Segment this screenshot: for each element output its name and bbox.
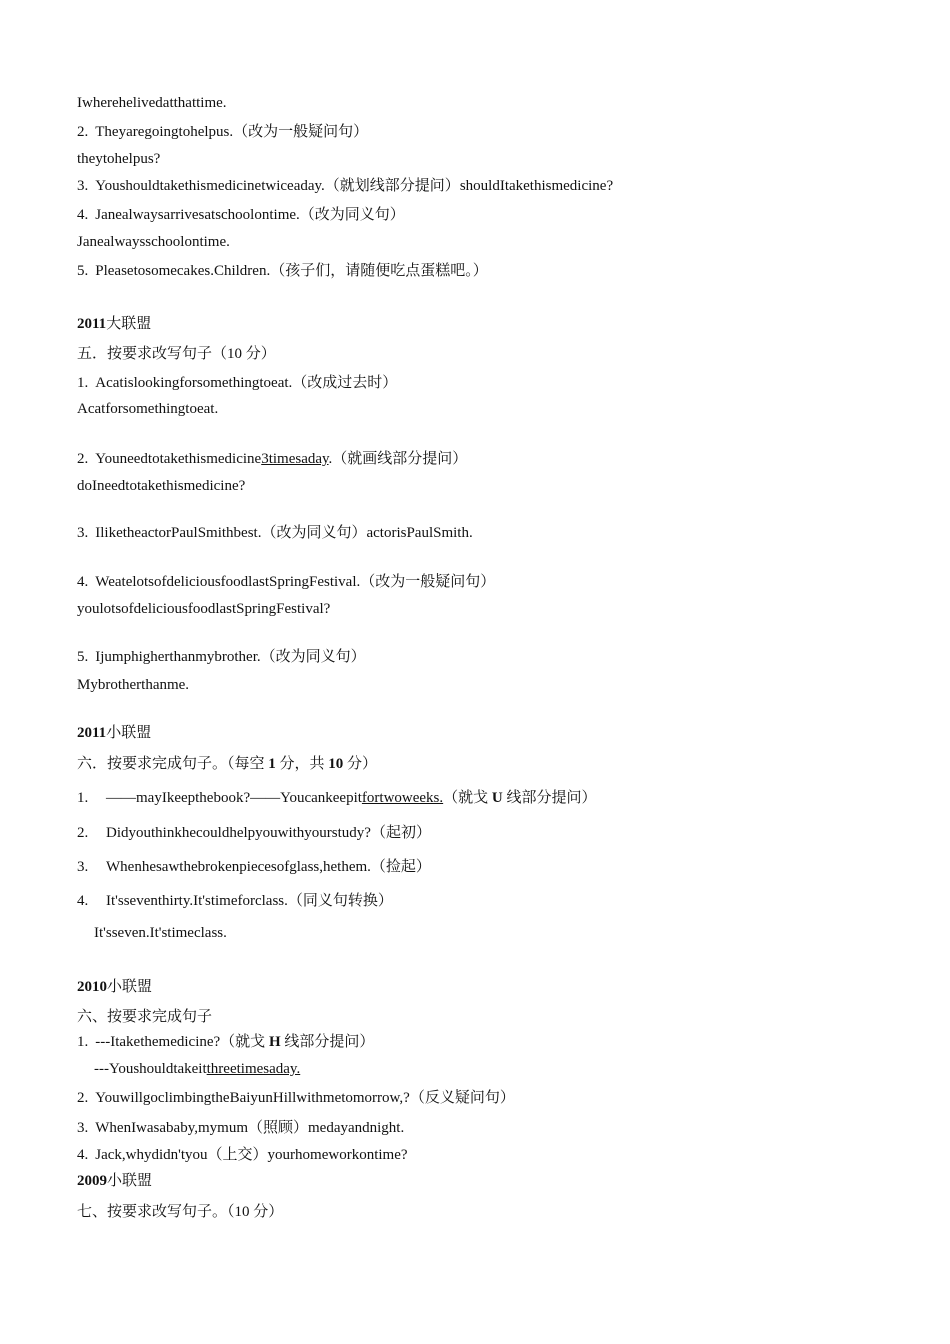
section-title xyxy=(77,1172,152,1190)
instruction-note: （反义疑问句） xyxy=(409,1090,515,1106)
instruction-note: （改为同义句） xyxy=(260,649,366,665)
question-number: 3. xyxy=(77,525,89,541)
question-number: 4. xyxy=(77,574,89,590)
question-1 xyxy=(77,789,597,807)
question-text: WeatelotsofdeliciousfoodlastSpringFestival. xyxy=(95,574,361,590)
section-league: 大联盟 xyxy=(106,316,152,332)
question-number: 3. xyxy=(77,859,89,875)
section-title xyxy=(77,724,151,742)
question-4 xyxy=(77,573,495,591)
underlined-phrase: fortwoweeks. xyxy=(361,790,444,806)
question-3 xyxy=(77,858,431,876)
question-number: 4. xyxy=(77,893,89,909)
question-number: 1. xyxy=(77,1034,89,1050)
underlined-phrase: 3timesaday xyxy=(261,451,329,467)
question-4 xyxy=(77,892,393,910)
section-league: 小联盟 xyxy=(106,725,152,741)
answer-line: Janealwaysschoolontime. xyxy=(77,234,230,250)
question-number: 2. xyxy=(77,451,89,467)
section-year: 2010 xyxy=(77,979,107,995)
section-heading: 六、按要求完成句子 xyxy=(77,1009,213,1025)
instruction-note: （就戈 U 线部分提问） xyxy=(443,790,597,806)
instruction-note: （上交） xyxy=(207,1147,268,1163)
instruction-note: （同义句转换） xyxy=(287,893,393,909)
section-title xyxy=(77,315,151,333)
question-3: 3. WhenIwasababy,mymum（照顾）medayandnight. xyxy=(77,1120,405,1136)
instruction-note: （起初） xyxy=(370,825,431,841)
question-text: It'sseventhirty.It'stimeforclass. xyxy=(106,893,288,909)
instruction-note: （孩子们，请随便吃点蛋糕吧。） xyxy=(270,263,488,279)
question-text: Pleasetosomecakes.Children. xyxy=(95,263,271,279)
answer-line: It'sseven.It'stimeclass. xyxy=(94,925,227,941)
question-4 xyxy=(77,206,405,224)
question-number: 4. xyxy=(77,1147,89,1163)
section-year: 2011 xyxy=(77,725,107,741)
answer-line: Acatforsomethingtoeat. xyxy=(77,401,219,417)
question-number: 1. xyxy=(77,375,89,391)
section-year: 2011 xyxy=(77,316,107,332)
question-3 xyxy=(77,177,613,195)
instruction-note: （捡起） xyxy=(370,859,431,875)
answer-line: Mybrotherthanme. xyxy=(77,677,190,693)
question-text: Jack,whydidn'tyou xyxy=(95,1147,208,1163)
section-title xyxy=(77,978,152,996)
section-heading: 六．按要求完成句子。（每空 1 分，共 10 分） xyxy=(77,756,378,772)
section-heading: 五．按要求改写句子（10 分） xyxy=(77,346,276,362)
question-2 xyxy=(77,123,368,141)
question-number: 5. xyxy=(77,263,89,279)
instruction-note: （就画线部分提问） xyxy=(332,451,468,467)
question-text: Youshouldtakethismedicinetwiceaday. xyxy=(95,178,325,194)
question-text: YouwillgoclimbingtheBaiyunHillwithmetomorrow,? xyxy=(95,1090,410,1106)
question-number: 1. xyxy=(77,790,89,806)
question-number: 2. xyxy=(77,124,89,140)
question-number: 4. xyxy=(77,207,89,223)
question-number: 2. xyxy=(77,825,89,841)
question-number: 5. xyxy=(77,649,89,665)
answer-tail: actorisPaulSmith. xyxy=(366,525,473,541)
instruction-note: （就划线部分提问） xyxy=(324,178,460,194)
question-text: IliketheactorPaulSmithbest. xyxy=(95,525,262,541)
instruction-note: （改为同义句） xyxy=(261,525,367,541)
question-2 xyxy=(77,824,431,842)
answer-line: youlotsofdeliciousfoodlastSpringFestival? xyxy=(77,601,331,617)
underlined-phrase: threetimesaday. xyxy=(206,1061,301,1077)
instruction-note: （改为一般疑问句） xyxy=(233,124,369,140)
question-1 xyxy=(77,374,397,392)
section-year: 2009 xyxy=(77,1173,107,1189)
question-text: WhenIwasababy,mymum xyxy=(95,1120,248,1136)
question-5 xyxy=(77,262,488,280)
instruction-note: （改成过去时） xyxy=(292,375,398,391)
question-text: Acatislookingforsomethingtoeat. xyxy=(95,375,293,391)
answer-line: ---Youshouldtakeitthreetimesaday. xyxy=(94,1061,301,1077)
question-text: Ijumphigherthanmybrother. xyxy=(95,649,261,665)
instruction-note: （改为一般疑问句） xyxy=(360,574,496,590)
answer-line: doIneedtotakethismedicine? xyxy=(77,478,246,494)
section-heading: 七、按要求改写句子。（10 分） xyxy=(77,1204,284,1220)
question-2 xyxy=(77,1089,515,1107)
answer-line: Iwherehelivedatthattime. xyxy=(77,95,227,111)
section-league: 小联盟 xyxy=(107,979,153,995)
instruction-note: （就戈 H 线部分提问） xyxy=(220,1034,375,1050)
question-text: Theyaregoingtohelpus. xyxy=(95,124,234,140)
section-league: 小联盟 xyxy=(107,1173,153,1189)
question-2: 2. Youneedtotakethismedicine3timesaday.（就画线部分提问） xyxy=(77,451,468,467)
instruction-note: （照顾） xyxy=(247,1120,308,1136)
question-text: ---Itakethemedicine? xyxy=(95,1034,221,1050)
question-1 xyxy=(77,1033,374,1051)
question-text: Whenhesawthebrokenpiecesofglass,hethem. xyxy=(106,859,371,875)
question-text: ——mayIkeepthebook?——Youcankeepit xyxy=(106,790,362,806)
question-text: Youneedtotakethismedicine xyxy=(95,451,262,467)
instruction-note: （改为同义句） xyxy=(299,207,405,223)
question-number: 3. xyxy=(77,178,89,194)
question-5 xyxy=(77,648,366,666)
question-text: Janealwaysarrivesatschoolontime. xyxy=(95,207,300,223)
question-3 xyxy=(77,524,473,542)
question-number: 3. xyxy=(77,1120,89,1136)
answer-tail: shouldItakethismedicine? xyxy=(459,178,614,194)
question-4: 4. Jack,whydidn'tyou（上交）yourhomeworkontime? xyxy=(77,1147,408,1163)
answer-line: theytohelpus? xyxy=(77,151,161,167)
question-number: 2. xyxy=(77,1090,89,1106)
question-text: Didyouthinkhecouldhelpyouwithyourstudy? xyxy=(106,825,371,841)
